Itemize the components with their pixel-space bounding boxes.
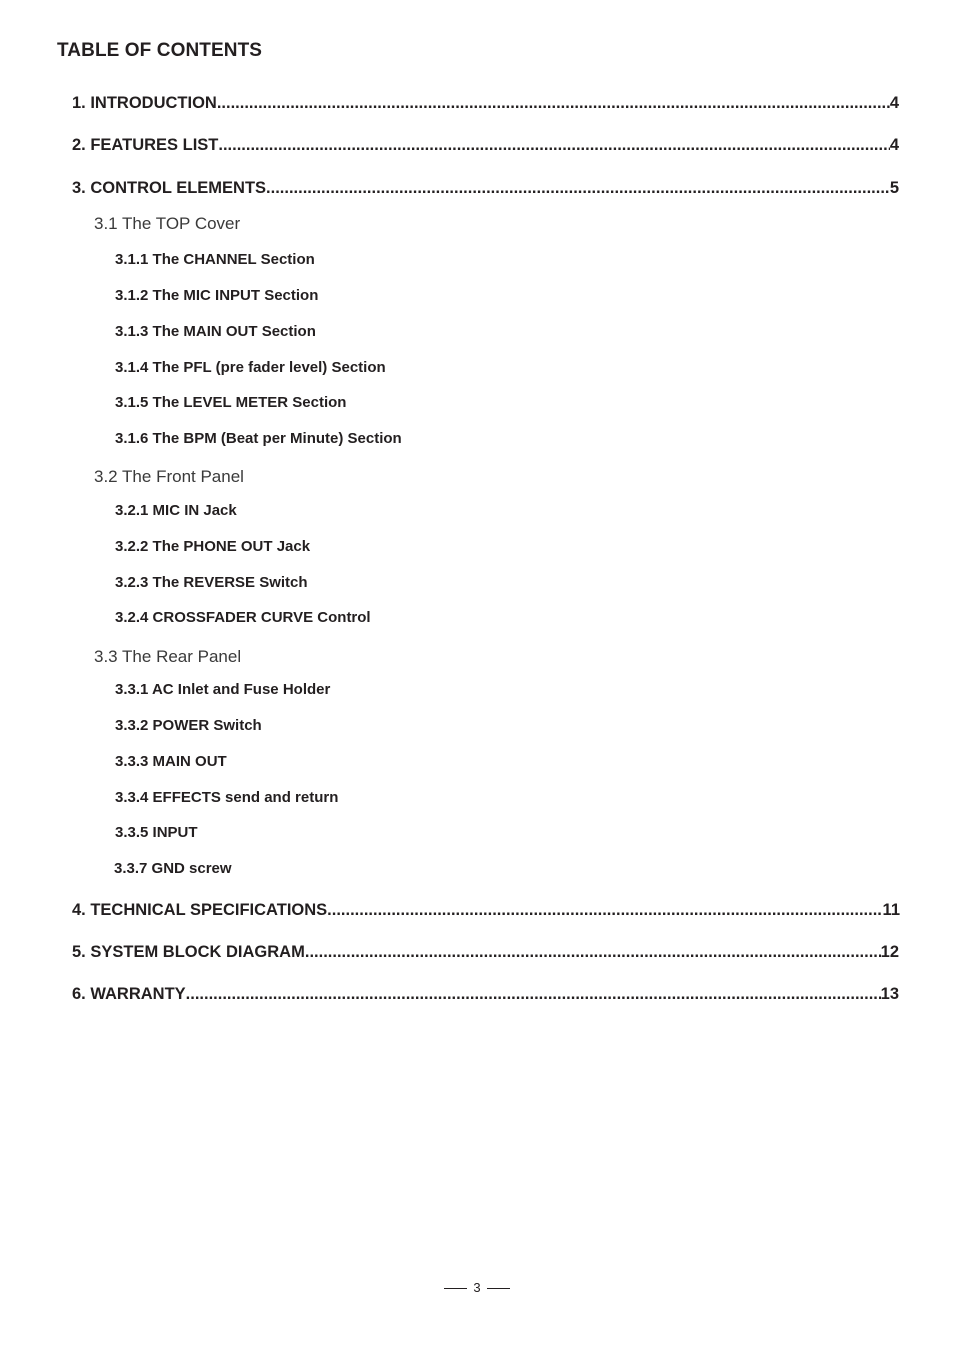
toc-subsection-bpm[interactable]: 3.1.6 The BPM (Beat per Minute) Section <box>115 430 402 447</box>
toc-subsection-power-switch[interactable]: 3.3.2 POWER Switch <box>115 717 262 734</box>
toc-subsection-crossfader-curve[interactable]: 3.2.4 CROSSFADER CURVE Control <box>115 609 371 626</box>
dot-leader <box>218 136 889 155</box>
toc-entry-title: 6. WARRANTY <box>72 985 186 1003</box>
toc-entry-page: 4 <box>889 94 899 112</box>
page-footer <box>0 1280 954 1295</box>
toc-subsection-input[interactable]: 3.3.5 INPUT <box>115 824 198 841</box>
dot-leader <box>217 94 890 113</box>
toc-entry-page: 4 <box>889 136 899 154</box>
dot-leader <box>327 901 882 920</box>
toc-entry-page: 13 <box>880 985 899 1003</box>
toc-entry-technical-specifications[interactable] <box>72 901 900 920</box>
toc-subsection-main-out[interactable]: 3.1.3 The MAIN OUT Section <box>115 323 316 340</box>
toc-subsection-effects[interactable]: 3.3.4 EFFECTS send and return <box>115 789 339 806</box>
dot-leader <box>186 985 881 1004</box>
toc-subsection-mic-in-jack[interactable]: 3.2.1 MIC IN Jack <box>115 502 237 519</box>
toc-entry-page: 11 <box>882 901 900 919</box>
toc-entry-title: 4. TECHNICAL SPECIFICATIONS <box>72 901 328 919</box>
toc-subsection-gnd-screw[interactable]: 3.3.7 GND screw <box>114 860 232 877</box>
toc-entry-control-elements[interactable] <box>72 179 899 198</box>
toc-entry-page: 12 <box>880 943 899 961</box>
toc-entry-warranty[interactable] <box>72 985 899 1004</box>
page-number: 3 <box>473 1280 481 1295</box>
toc-section-rear-panel[interactable]: 3.3 The Rear Panel <box>94 647 242 666</box>
toc-section-front-panel[interactable]: 3.2 The Front Panel <box>94 467 244 486</box>
toc-section-top-cover[interactable]: 3.1 The TOP Cover <box>94 214 241 233</box>
toc-entry-system-block-diagram[interactable] <box>72 943 899 962</box>
footer-rule-right <box>487 1288 510 1289</box>
toc-subsection-rear-main-out[interactable]: 3.3.3 MAIN OUT <box>115 753 227 770</box>
dot-leader <box>266 179 890 198</box>
toc-entry-title: 5. SYSTEM BLOCK DIAGRAM <box>72 943 305 961</box>
toc-subsection-reverse-switch[interactable]: 3.2.3 The REVERSE Switch <box>115 574 308 591</box>
toc-heading: TABLE OF CONTENTS <box>57 40 263 61</box>
toc-entry-introduction[interactable] <box>72 94 899 113</box>
toc-entry-features-list[interactable] <box>72 136 899 155</box>
dot-leader <box>305 943 881 962</box>
toc-entry-title: 1. INTRODUCTION <box>72 94 217 112</box>
toc-subsection-phone-out-jack[interactable]: 3.2.2 The PHONE OUT Jack <box>115 538 311 555</box>
footer-rule-left <box>444 1288 467 1289</box>
toc-subsection-channel[interactable]: 3.1.1 The CHANNEL Section <box>115 251 315 268</box>
toc-entry-title: 2. FEATURES LIST <box>72 136 219 154</box>
toc-subsection-pfl[interactable]: 3.1.4 The PFL (pre fader level) Section <box>115 359 386 376</box>
toc-entry-title: 3. CONTROL ELEMENTS <box>72 179 267 197</box>
toc-subsection-level-meter[interactable]: 3.1.5 The LEVEL METER Section <box>115 394 347 411</box>
toc-subsection-ac-inlet[interactable]: 3.3.1 AC Inlet and Fuse Holder <box>115 681 331 698</box>
toc-subsection-mic-input[interactable]: 3.1.2 The MIC INPUT Section <box>115 287 319 304</box>
toc-entry-page: 5 <box>889 179 899 197</box>
